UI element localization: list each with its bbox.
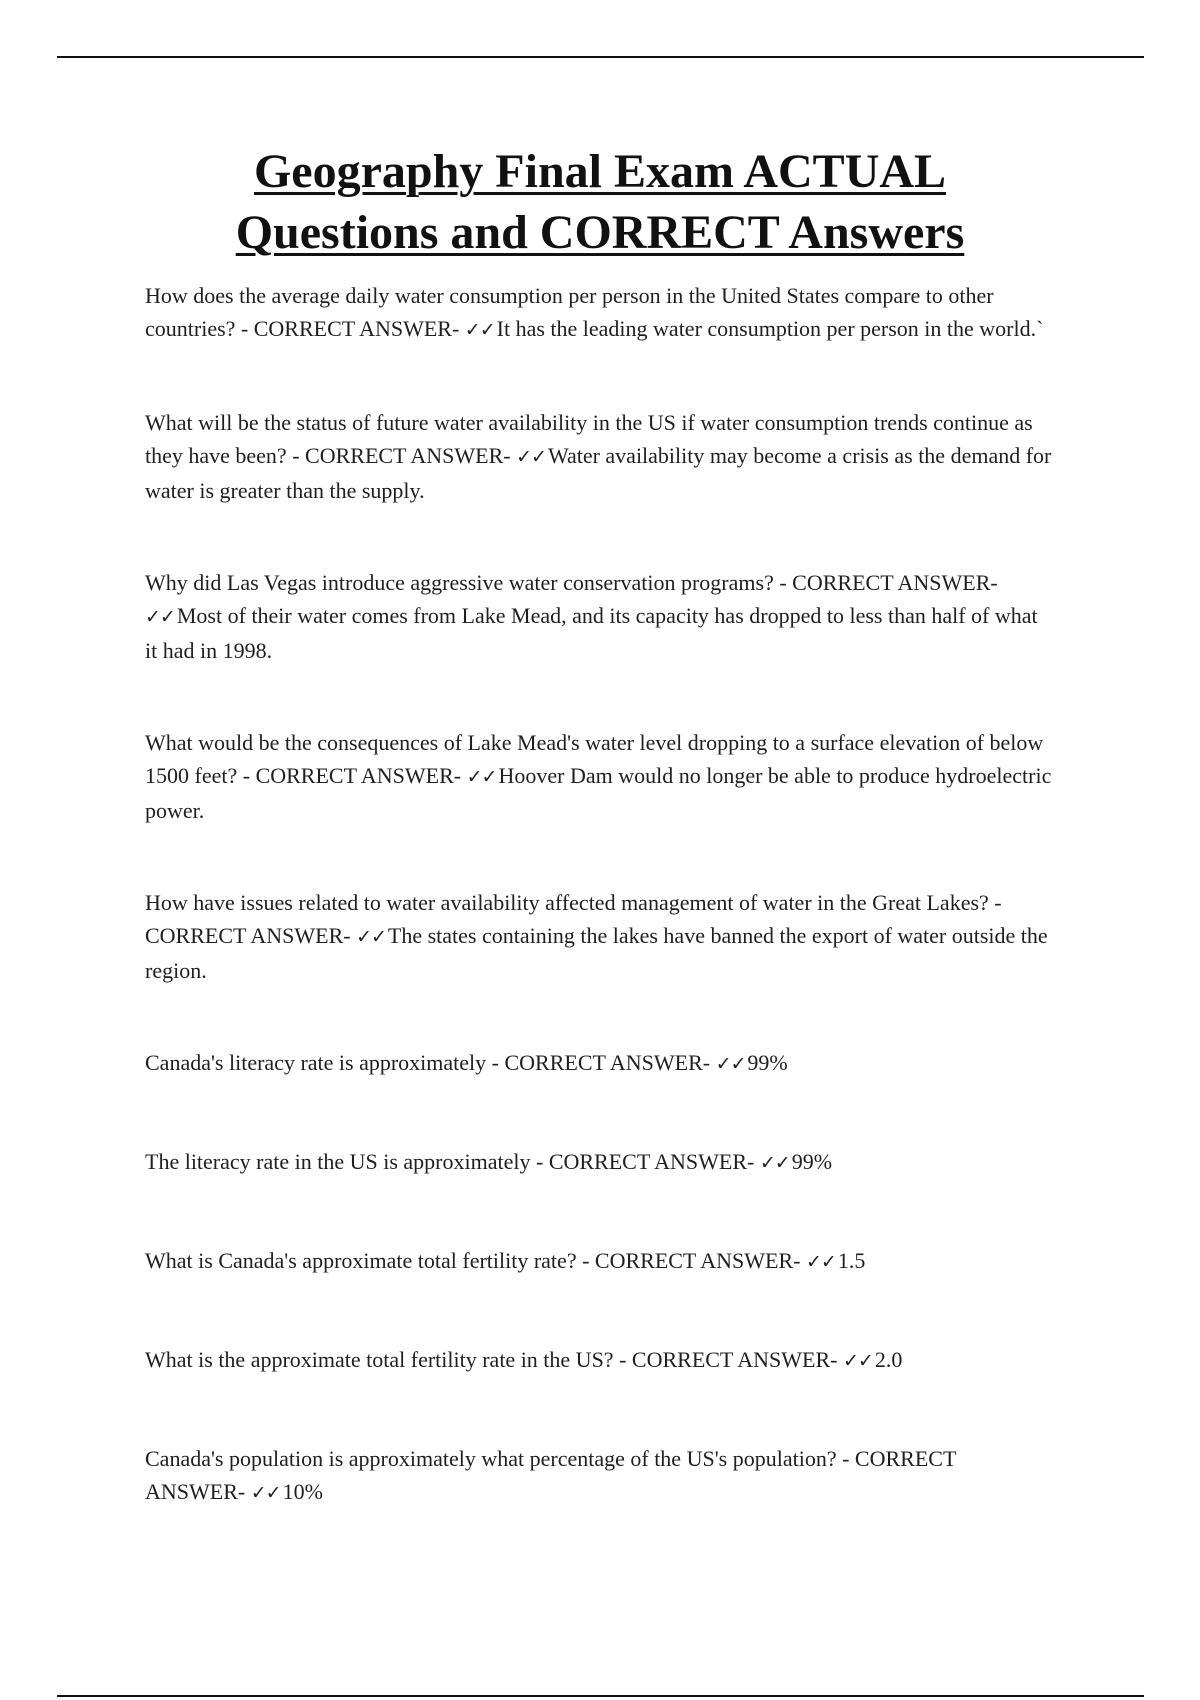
question-text: Canada's literacy rate is approximately [145,1050,487,1075]
answer-text: It has the leading water consumption per person in the world.` [496,316,1044,341]
answer-marker: CORRECT ANSWER- [253,316,460,341]
check-mark-icon: ✓✓ [466,766,497,788]
answer-text: 10% [282,1479,323,1504]
qa-item-9: What is the approximate total fertility rate in the US? - CORRECT ANSWER- ✓✓2.0 [145,1347,903,1372]
check-mark-icon: ✓✓ [356,926,386,948]
answer-text: 2.0 [874,1347,903,1372]
header-rule [57,56,1144,58]
qa-item-2: What will be the status of future water availability in the US if water consumption trends continue as they have been? - CORRECT ANSWER- ✓✓Water availability may become a crisis as the demand for water is greater than the supply. [145,410,1052,503]
question-text: Why did Las Vegas introduce aggressive water conservation programs? [145,570,774,595]
check-mark-icon: ✓✓ [516,446,546,468]
answer-marker: CORRECT ANSWER- [504,1050,711,1075]
check-mark-icon: ✓✓ [250,1482,281,1504]
answer-text: 1.5 [837,1248,866,1273]
question-text: What will be the status of future water availability in the US if water consumption trends continue as they have been? [145,410,1033,468]
question-text: How have issues related to water availability affected management of water in the Great Lakes? [145,890,989,915]
answer-marker: CORRECT ANSWER- [594,1248,801,1273]
qa-item-7: The literacy rate in the US is approximately - CORRECT ANSWER- ✓✓99% [145,1149,833,1174]
title-line-2: Questions and CORRECT Answers [235,206,965,259]
document-title [0,141,1200,263]
question-text: How does the average daily water consumption per person in the United States compare to other countries? [145,283,994,341]
question-text: What would be the consequences of Lake Mead's water level dropping to a surface elevation of below 1500 feet? [145,730,1044,788]
qa-item-5: How have issues related to water availability affected management of water in the Great Lakes? - CORRECT ANSWER- ✓✓The states containing the lakes have banned the export of water outside the region. [145,890,1048,983]
question-text: What is the approximate total fertility rate in the US? [145,1347,614,1372]
answer-marker: CORRECT ANSWER- [145,923,351,948]
answer-text: 99% [791,1149,833,1174]
check-mark-icon: ✓✓ [842,1350,873,1372]
qa-item-3: Why did Las Vegas introduce aggressive water conservation programs? - CORRECT ANSWER- ✓✓Most of their water comes from Lake Mead, and its capacity has dropped to less than half of what it had in 1998. [145,570,1038,663]
question-text: The literacy rate in the US is approximately [145,1149,531,1174]
answer-marker: CORRECT ANSWER- [548,1149,755,1174]
question-text: Canada's population is approximately what percentage of the US's population? [145,1446,837,1471]
answer-text: Most of their water comes from Lake Mead, and its capacity has dropped to less than half of what it had in 1998. [145,603,1038,663]
qa-item-4: What would be the consequences of Lake Mead's water level dropping to a surface elevation of below 1500 feet? - CORRECT ANSWER- ✓✓Hoover Dam would no longer be able to produce hydroelectric power. [145,730,1052,823]
answer-marker: CORRECT ANSWER- [792,570,998,595]
qa-item-6: Canada's literacy rate is approximately - CORRECT ANSWER- ✓✓99% [145,1050,788,1075]
check-mark-icon: ✓✓ [145,606,175,628]
answer-text: Hoover Dam would no longer be able to produce hydroelectric power. [145,763,1052,823]
check-mark-icon: ✓✓ [715,1053,746,1075]
answer-marker: CORRECT ANSWER- [305,443,511,468]
title-line-1: Geography Final Exam ACTUAL [253,145,947,198]
answer-text: Water availability may become a crisis as the demand for water is greater than the supply. [145,443,1052,503]
check-mark-icon: ✓✓ [805,1251,836,1273]
answer-marker: CORRECT ANSWER- [145,1446,956,1504]
answer-marker: CORRECT ANSWER- [255,763,462,788]
check-mark-icon: ✓✓ [759,1152,790,1174]
answer-text: The states containing the lakes have banned the export of water outside the region. [145,923,1048,983]
check-mark-icon: ✓✓ [464,319,495,341]
qa-list [145,279,1055,1510]
answer-text: 99% [747,1050,788,1075]
footer-rule [57,1695,1144,1697]
qa-item-1: How does the average daily water consumption per person in the United States compare to other countries? - CORRECT ANSWER- ✓✓It has the leading water consumption per person in the world.` [145,283,1044,341]
question-text: What is Canada's approximate total fertility rate? [145,1248,577,1273]
qa-item-10: Canada's population is approximately what percentage of the US's population? - CORRECT ANSWER- ✓✓10% [145,1446,956,1504]
answer-marker: CORRECT ANSWER- [631,1347,838,1372]
qa-item-8: What is Canada's approximate total fertility rate? - CORRECT ANSWER- ✓✓1.5 [145,1248,866,1273]
